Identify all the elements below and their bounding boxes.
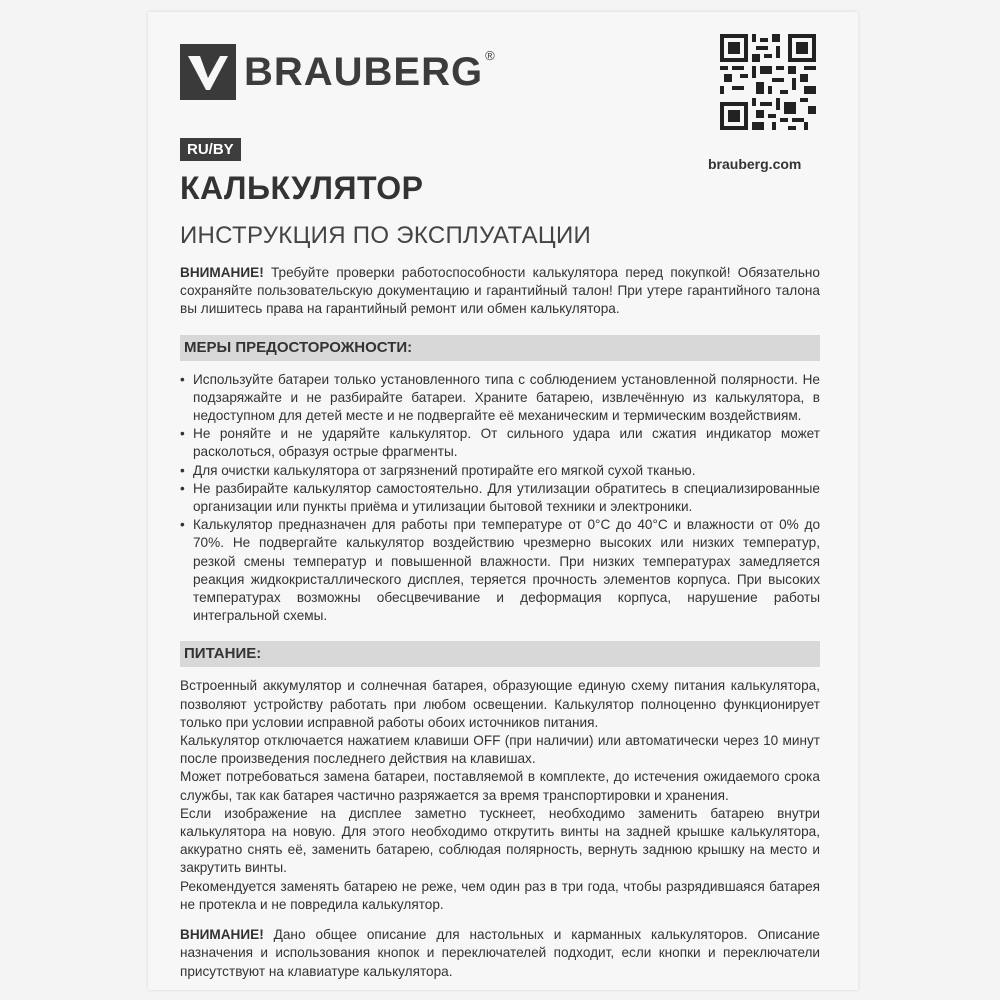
language-badge: RU/BY [180,138,241,161]
brand-logo [180,42,495,102]
list-item: • Не разбирайте калькулятор самостоятельно. Для утилизации обратитесь в специализированные организации или пункты приёма и утилизации бытовой техники и электроники. [180,480,820,516]
intro-warning-text: Требуйте проверки работоспособности калькулятора перед покупкой! Обязательно сохраняйте пользовательскую документацию и гарантийный талон! При утере гарантийного талона вы лишитесь права на гарантийный ремонт или обмен калькулятора. [180,265,820,317]
check-mark-icon [180,44,236,100]
list-item: • Для очистки калькулятора от загрязнений протирайте его мягкой сухой тканью. [180,462,820,480]
spacer [180,914,820,926]
intro-warning [180,264,820,319]
power-paragraph: Если изображение на дисплее заметно тускнеет, необходимо заменить батарею внутри калькулятора на новую. Для этого необходимо открутить винты на задней крышке калькулятора, аккуратно снять её, заменить батарею, соблюдая полярность, вернуть заднюю крышку на место и закрутить винты. [180,805,820,876]
list-item: • Калькулятор предназначен для работы при температуре от 0°C до 40°C и влажности от 0% до 70%. Не подвергайте калькулятор воздействию чрезмерно высоких или низких температур, резкой смены температур и повышенной влажности. При низких температурах замедляется реакция жидкокристаллического дисплея, теряется прочность элементов корпуса. При высоких температурах возможны обесцвечивание и деформация корпуса, нарушение работы интегральной схемы. [180,516,820,625]
precautions-list [180,371,820,626]
footer-warning-text: Дано общее описание для настольных и карманных калькуляторов. Описание назначения и использования кнопок и переключателей подходит, если кнопки и переключатели присутствуют на клавиатуре калькулятора. [180,927,820,979]
power-heading: ПИТАНИЕ: [180,641,820,667]
power-paragraph: Калькулятор отключается нажатием клавиши OFF (при наличии) или автоматически через 10 минут после произведения последнего действия на клавишах. [180,733,820,767]
document-body [180,264,820,981]
power-paragraph: Может потребоваться замена батареи, поставляемой в комплекте, до истечения ожидаемого срока службы, так как батарея частично разряжается за время транспортировки и хранения. [180,769,820,803]
list-item: • Используйте батареи только установленного типа с соблюдением установленной полярности. Не подзаряжайте и не разбирайте батареи. Храните батарею, извлечённую из калькулятора, в недоступном для детей месте и не подвергайте её механическим и термическим воздействиям. [180,371,820,426]
website-link[interactable]: brauberg.com [708,156,802,172]
registered-mark: ® [485,48,495,63]
footer-warning-label: ВНИМАНИЕ! [180,927,264,943]
intro-warning-label: ВНИМАНИЕ! [180,265,264,280]
qr-code-icon [720,34,816,130]
power-paragraph: Встроенный аккумулятор и солнечная батарея, образующие единую схему питания калькулятора, позволяют устройству работать при любом освещении. Калькулятор полноценно функционирует только при условии исправной работы обоих источников питания. [180,678,820,730]
power-paragraph: Рекомендуется заменять батарею не реже, чем один раз в три года, чтобы разрядившаяся батарея не протекла и не повредила калькулятор. [180,878,820,912]
power-section [180,677,820,914]
list-item: • Не роняйте и не ударяйте калькулятор. От сильного удара или сжатия индикатор может расколоться, образуя острые фрагменты. [180,425,820,461]
instruction-sheet [148,12,858,990]
brand-name: BRAUBERG [244,49,484,94]
footer-warning [180,926,820,981]
precautions-heading: МЕРЫ ПРЕДОСТОРОЖНОСТИ: [180,335,820,361]
document-title: КАЛЬКУЛЯТОР [180,170,424,206]
document-subtitle: ИНСТРУКЦИЯ ПО ЭКСПЛУАТАЦИИ [180,222,592,249]
